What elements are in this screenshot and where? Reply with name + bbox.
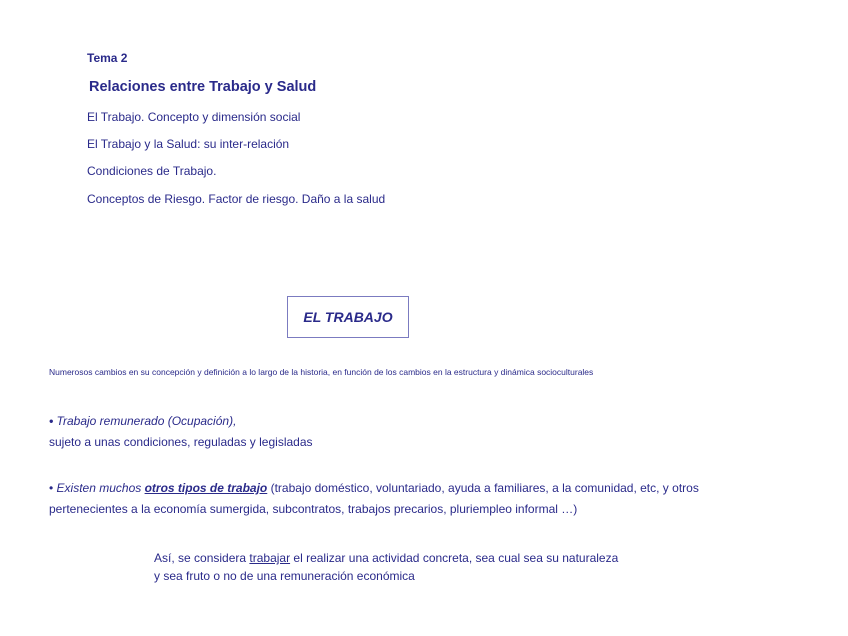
topic-item: El Trabajo. Concepto y dimensión social [87, 110, 301, 124]
section-title: EL TRABAJO [303, 309, 393, 325]
bullet-1-line-1 [49, 414, 236, 428]
bullet-2-line-1 [49, 481, 699, 495]
topic-item: Conceptos de Riesgo. Factor de riesgo. Daño a la salud [87, 192, 386, 206]
bullet-1-lead: Trabajo remunerado (Ocupación), [53, 414, 237, 428]
bullet-marker: • [49, 481, 54, 495]
bullet-marker: • [49, 414, 54, 428]
page-title: Relaciones entre Trabajo y Salud [89, 79, 317, 95]
bullet-2-line-2: pertenecientes a la economía sumergida, subcontratos, trabajos precarios, pluriempleo informal …) [49, 502, 578, 516]
conclusion-line-2: y sea fruto o no de una remuneración económica [154, 569, 415, 583]
intro-text: Numerosos cambios en su concepción y definición a lo largo de la historia, en función de los cambios en la estructura y dinámica socioculturales [49, 367, 594, 377]
bullet-2-lead: Existen muchos [53, 481, 145, 495]
topic-item: El Trabajo y la Salud: su inter-relación [87, 137, 290, 151]
bullet-1-line-2: sujeto a unas condiciones, reguladas y legisladas [49, 435, 313, 449]
conclusion-keyword: trabajar [249, 551, 291, 565]
conclusion-line-1 [154, 551, 618, 565]
section-title-box [287, 296, 409, 338]
topic-item: Condiciones de Trabajo. [87, 164, 217, 178]
conclusion-pre: Así, se considera [154, 551, 250, 565]
tema-label: Tema 2 [87, 51, 128, 65]
bullet-2-emphasis: otros tipos de trabajo [144, 481, 268, 495]
bullet-2-rest: (trabajo doméstico, voluntariado, ayuda a familiares, a la comunidad, etc, y otros [267, 481, 699, 495]
conclusion-post: el realizar una actividad concreta, sea cual sea su naturaleza [290, 551, 619, 565]
